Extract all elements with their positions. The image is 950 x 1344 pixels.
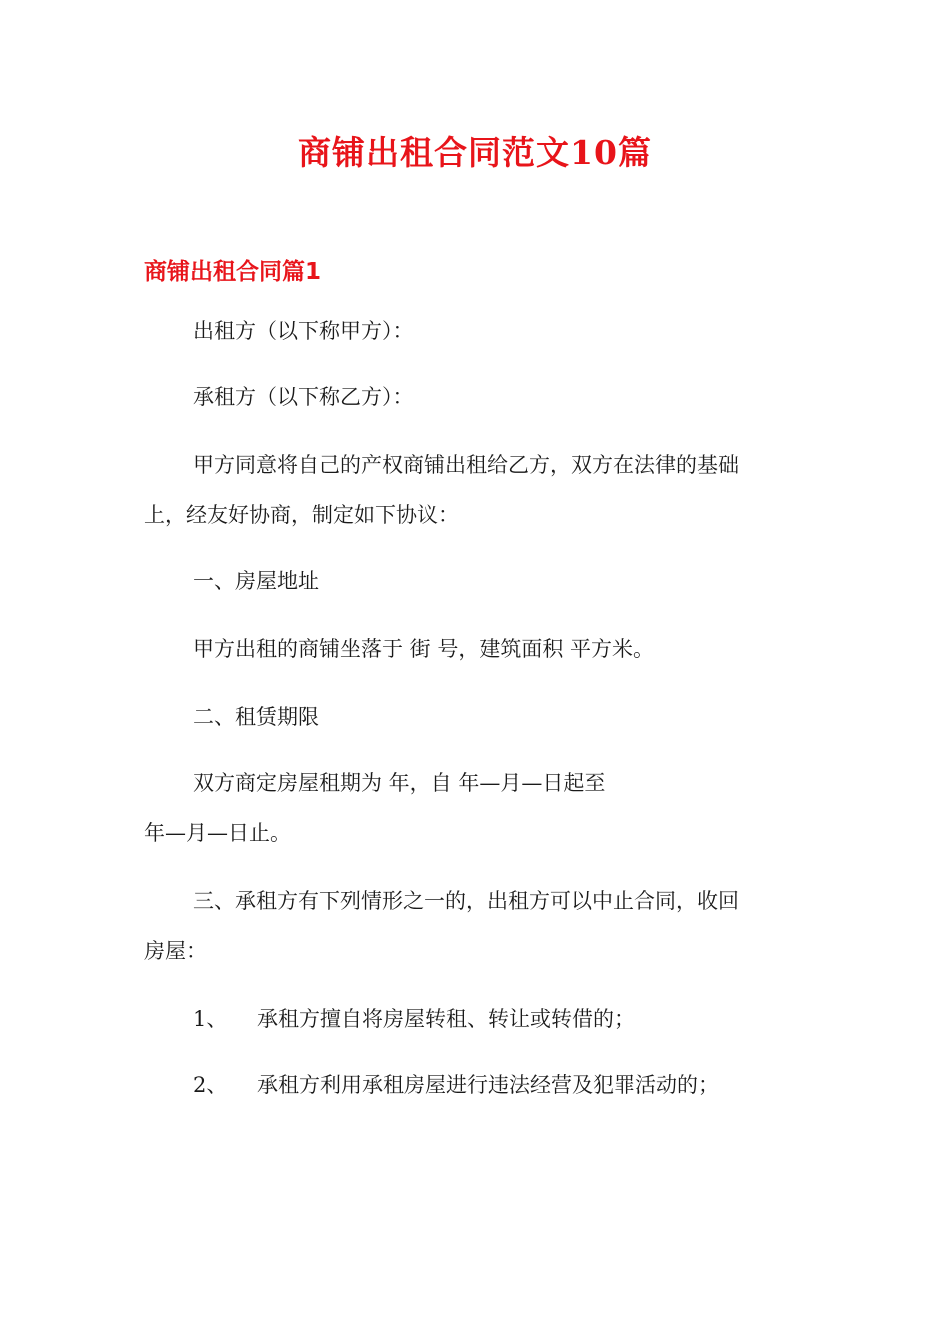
lessee-line: 承租方（以下称乙方）： [193, 385, 414, 409]
list-item-number: 2、 [193, 1073, 228, 1097]
intro-paragraph-line2: 上，经友好协商，制定如下协议： [144, 503, 459, 527]
clause1-body: 甲方出租的商铺坐落于 街 号，建筑面积 平方米。 [193, 637, 655, 661]
clause3-line2: 房屋： [144, 939, 207, 963]
list-item [193, 1060, 719, 1110]
list-item-number: 1、 [193, 1007, 228, 1031]
list-item [193, 994, 635, 1044]
clause3-line1: 三、承租方有下列情形之一的，出租方可以中止合同，收回 [193, 889, 739, 913]
list-item-text: 承租方擅自将房屋转租、转让或转借的； [257, 1007, 635, 1031]
section-heading: 商铺出租合同篇1 [144, 259, 322, 285]
clause2-body-line1: 双方商定房屋租期为 年，自 年—月—日起至 [193, 771, 606, 795]
lessor-line: 出租方（以下称甲方）： [193, 319, 414, 343]
document-title: 商铺出租合同范文10篇 [298, 133, 652, 172]
intro-paragraph-line1: 甲方同意将自己的产权商铺出租给乙方，双方在法律的基础 [193, 453, 739, 477]
list-item-text: 承租方利用承租房屋进行违法经营及犯罪活动的； [257, 1073, 719, 1097]
clause1-title: 一、房屋地址 [193, 569, 319, 593]
clause2-body-line2: 年—月—日止。 [144, 821, 291, 845]
clause2-title: 二、租赁期限 [193, 705, 319, 729]
